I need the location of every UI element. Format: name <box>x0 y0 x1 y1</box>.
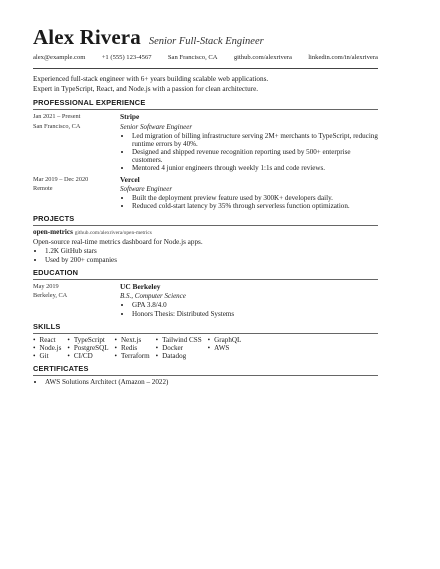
experience-dates: Mar 2019 – Dec 2020 <box>33 175 89 183</box>
education-location: Berkeley, CA <box>33 292 68 300</box>
skill-item: • Terraform <box>115 352 150 360</box>
project-entry <box>33 228 378 263</box>
experience-location: San Francisco, CA <box>33 122 81 130</box>
summary-line: Expert in TypeScript, React, and Node.js with a passion for clean architecture. <box>33 85 259 93</box>
skills-column <box>156 336 202 360</box>
education-meta <box>33 282 120 318</box>
section-divider <box>33 279 378 280</box>
skill-item: • Node.js <box>33 344 61 352</box>
education-school: UC Berkeley <box>120 281 161 291</box>
certificate-list <box>33 378 378 386</box>
education-entry <box>33 282 378 318</box>
experience-bullet: • Built the deployment preview feature used by 300K+ developers daily. <box>132 194 378 202</box>
experience-meta <box>33 175 120 211</box>
skill-item: • Datadog <box>156 352 202 360</box>
skill-item: • AWS <box>208 344 242 352</box>
skill-item: • Redis <box>115 344 150 352</box>
project-bullet: • 1.2K GitHub stars <box>45 247 378 255</box>
skill-item: • CI/CD <box>67 352 108 360</box>
education-degree: B.S., Computer Science <box>120 292 186 301</box>
experience-entry <box>33 175 378 211</box>
section-title-education: EDUCATION <box>33 267 79 277</box>
skill-item: • GraphQL <box>208 336 242 344</box>
contact-phone: +1 (555) 123-4567 <box>101 54 152 61</box>
experience-dates: Jan 2021 – Present <box>33 113 81 120</box>
section-title-certificates: CERTIFICATES <box>33 364 89 374</box>
experience-details <box>120 112 378 173</box>
skills-column <box>33 336 61 360</box>
section-divider <box>33 109 378 110</box>
education-bullet: • GPA 3.8/4.0 <box>132 301 378 309</box>
candidate-title: Senior Full-Stack Engineer <box>148 36 264 47</box>
education-details <box>120 282 378 318</box>
project-description: Open-source real-time metrics dashboard for Node.js apps. <box>33 238 203 247</box>
section-title-skills: SKILLS <box>33 321 61 331</box>
candidate-name: Alex Rivera <box>33 25 141 49</box>
education-bullet: • Honors Thesis: Distributed Systems <box>132 310 378 318</box>
project-header <box>33 228 378 238</box>
education-bullets <box>120 301 378 317</box>
experience-bullet: • Designed and shipped revenue recognition reporting used by 500+ enterprise customers. <box>132 148 378 164</box>
project-url[interactable]: github.com/alexrivera/open-metrics <box>74 230 152 237</box>
contact-email[interactable]: alex@example.com <box>33 54 86 61</box>
experience-meta <box>33 112 120 173</box>
skills-grid <box>33 336 378 360</box>
experience-bullet: • Reduced cold-start latency by 35% through serverless function optimization. <box>132 202 378 210</box>
section-divider <box>33 375 378 376</box>
section-title-experience: PROFESSIONAL EXPERIENCE <box>33 98 146 107</box>
skill-item: • Git <box>33 352 61 360</box>
skill-item: • TypeScript <box>67 336 108 344</box>
certificate-item: • AWS Solutions Architect (Amazon – 2022) <box>45 378 378 386</box>
experience-details <box>120 175 378 211</box>
contact-location: San Francisco, CA <box>167 54 218 61</box>
project-name: open-metrics <box>33 228 73 237</box>
section-divider <box>33 225 378 226</box>
contact-github[interactable]: github.com/alexrivera <box>233 54 292 61</box>
experience-location: Remote <box>33 185 53 193</box>
skills-column <box>67 336 108 360</box>
experience-bullet: • Led migration of billing infrastructure serving 2M+ merchants to TypeScript, reducing runtime errors by 40%. <box>132 132 378 148</box>
resume-page <box>33 26 378 386</box>
experience-company: Vercel <box>120 174 140 184</box>
summary-line: Experienced full-stack engineer with 6+ years building scalable web applications. <box>33 75 269 83</box>
experience-entry <box>33 112 378 173</box>
experience-bullets <box>120 132 378 173</box>
skill-item: • React <box>33 336 61 344</box>
experience-company: Stripe <box>120 112 140 121</box>
skills-column <box>208 336 242 360</box>
skill-item: • Tailwind CSS <box>156 336 202 344</box>
education-date: May 2019 <box>33 282 59 290</box>
section-divider <box>33 333 378 334</box>
experience-role: Senior Software Engineer <box>120 122 193 131</box>
contact-linkedin[interactable]: linkedin.com/in/alexrivera <box>308 54 378 61</box>
project-bullet: • Used by 200+ companies <box>45 256 378 264</box>
resume-header <box>33 26 378 48</box>
experience-bullet: • Mentored 4 junior engineers through weekly 1:1s and code reviews. <box>132 164 378 172</box>
experience-role: Software Engineer <box>120 185 173 194</box>
header-divider <box>33 68 378 69</box>
experience-bullets <box>120 194 378 210</box>
skill-item: • Docker <box>156 344 202 352</box>
skills-column <box>115 336 150 360</box>
contact-line <box>33 54 378 61</box>
skill-item: • PostgreSQL <box>67 344 108 352</box>
project-bullets <box>33 247 378 263</box>
skill-item: • Next.js <box>115 336 150 344</box>
section-title-projects: PROJECTS <box>33 214 75 224</box>
summary <box>33 74 378 94</box>
